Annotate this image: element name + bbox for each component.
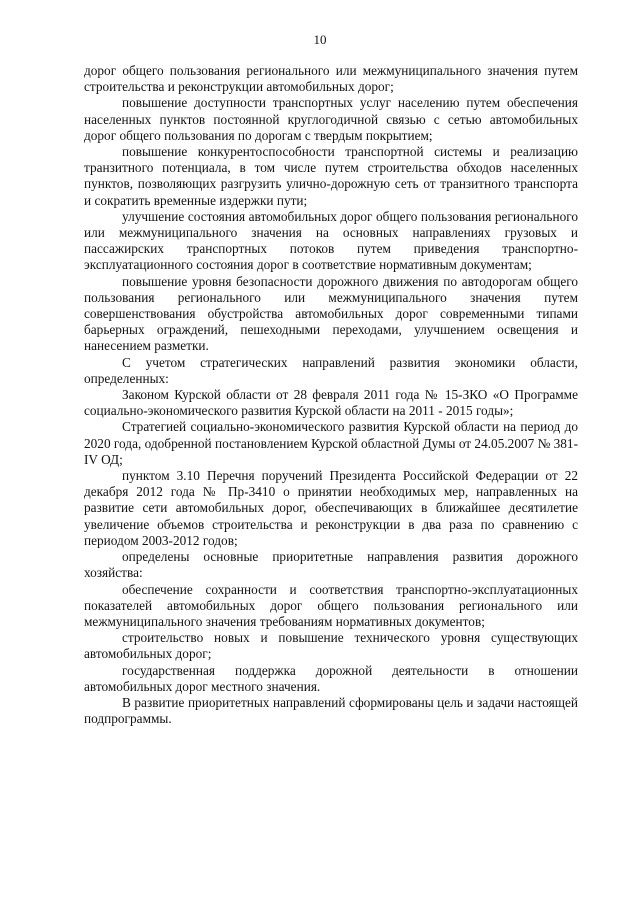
paragraph: В развитие приоритетных направлений сформированы цель и задачи настоящей подпрограммы. bbox=[84, 694, 578, 727]
paragraph: пунктом 3.10 Перечня поручений Президента Российской Федерации от 22 декабря 2012 года № Пр-3410 о принятии необходимых мер, направленных на развитие сети автомобильных дорог, обеспечивающих в ближайшее десятилетие увеличение объемов строительства и реконструкции в два раза по сравнению с периодом 2003-2012 годов; bbox=[84, 468, 578, 548]
paragraph: улучшение состояния автомобильных дорог общего пользования регионального или межмуниципального значения на основных направлениях грузовых и пассажирских транспортных потоков путем приведения транспортно-эксплуатационного состояния дорог в соответствие нормативным документам; bbox=[84, 208, 578, 273]
paragraph: обеспечение сохранности и соответствия транспортно-эксплуатационных показателей автомобильных дорог общего пользования регионального или межмуниципального значения требованиям нормативных документов; bbox=[84, 581, 578, 629]
paragraph: повышение уровня безопасности дорожного движения по автодорогам общего пользования регионального или межмуниципального значения путем совершенствования обустройства автомобильных дорог современными типами барьерных ограждений, пешеходными переходами, улучшением освещения и нанесением разметки. bbox=[84, 273, 578, 354]
page-number: 10 bbox=[313, 32, 327, 47]
paragraph: С учетом стратегических направлений развития экономики области, определенных: bbox=[84, 354, 578, 386]
paragraph: дорог общего пользования регионального или межмуниципального значения путем строительства и реконструкции автомобильных дорог; bbox=[84, 63, 578, 95]
paragraph: Законом Курской области от 28 февраля 2011 года № 15-ЗКО «О Программе социально-экономического развития Курской области на 2011 - 2015 годы»; bbox=[84, 387, 578, 419]
paragraph: повышение конкурентоспособности транспортной системы и реализацию транзитного потенциала, в том числе путем строительства обходов населенных пунктов, позволяющих разгрузить улично-дорожную сеть от транзитного транспорта и сократить временные издержки пути; bbox=[84, 144, 578, 208]
paragraph: повышение доступности транспортных услуг населению путем обеспечения населенных пунктов постоянной круглогодичной связью с сетью автомобильных дорог общего пользования по дорогам с твердым покрытием; bbox=[84, 95, 578, 143]
paragraph: определены основные приоритетные направления развития дорожного хозяйства: bbox=[84, 549, 578, 581]
body-text bbox=[84, 63, 578, 727]
paragraph: Стратегией социально-экономического развития Курской области на период до 2020 года, одобренной постановлением Курской областной Думы от 24.05.2007 № 381-IV ОД; bbox=[84, 419, 578, 467]
paragraph: строительство новых и повышение технического уровня существующих автомобильных дорог; bbox=[84, 630, 578, 662]
paragraph: государственная поддержка дорожной деятельности в отношении автомобильных дорог местного значения. bbox=[84, 662, 578, 694]
